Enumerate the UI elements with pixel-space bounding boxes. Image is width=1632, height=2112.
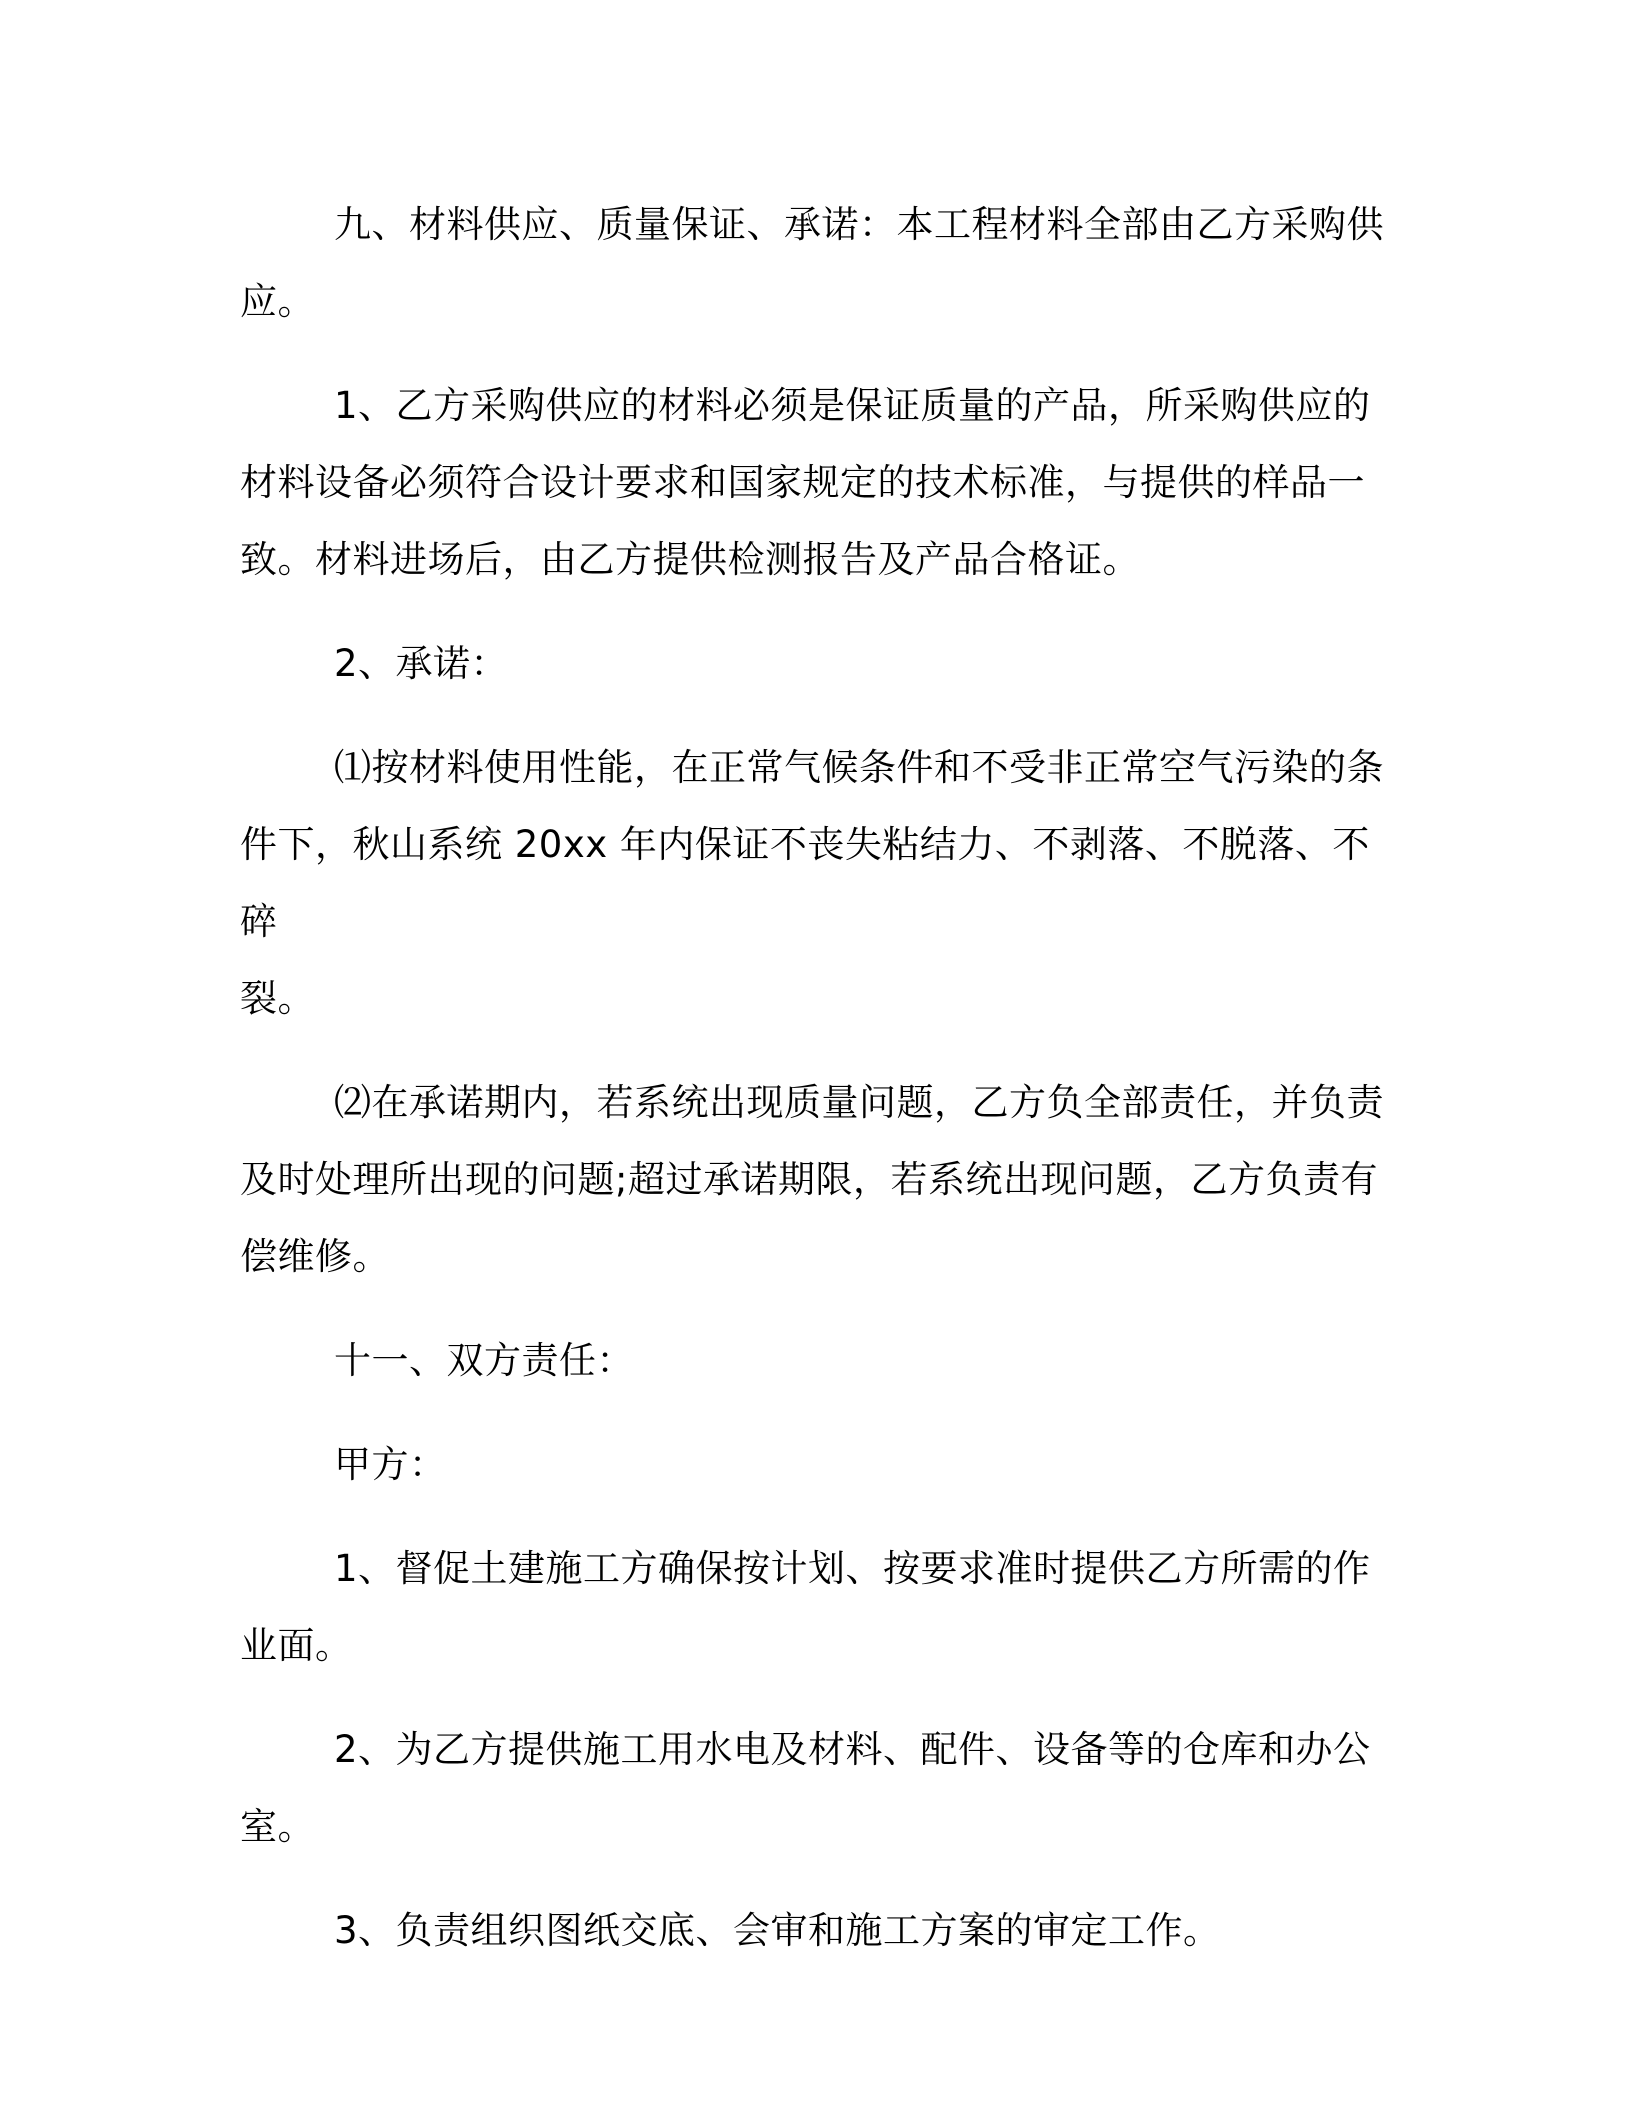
text-line: 十一、双方责任： (334, 1339, 634, 1382)
text-line: 裂。 (240, 977, 315, 1020)
text-line: 1、乙方采购供应的材料必须是保证质量的产品，所采购供应的 (334, 384, 1371, 427)
text-line: 件下，秋山系统 20xx 年内保证不丧失粘结力、不剥落、不脱落、不碎 (240, 823, 1370, 943)
text-line: ⑴按材料使用性能，在正常气候条件和不受非正常空气污染的条 (334, 746, 1384, 789)
text-line: 甲方： (334, 1443, 447, 1486)
party-a-item-1 (240, 1530, 1390, 1684)
text-line: 偿维修。 (240, 1235, 390, 1278)
text-line: 及时处理所出现的问题;超过承诺期限，若系统出现问题，乙方负责有 (240, 1158, 1378, 1201)
text-line: 1、督促土建施工方确保按计划、按要求准时提供乙方所需的作 (334, 1547, 1371, 1590)
party-a-item-2 (240, 1711, 1390, 1865)
paragraph-item-1-quality (240, 367, 1390, 598)
paragraph-item-2-promise (240, 625, 1390, 702)
paragraph-materials-supply (240, 186, 1390, 340)
text-line: 材料设备必须符合设计要求和国家规定的技术标准，与提供的样品一 (240, 461, 1365, 504)
text-line: 业面。 (240, 1624, 353, 1667)
text-line: 2、为乙方提供施工用水电及材料、配件、设备等的仓库和办公 (334, 1728, 1371, 1771)
text-line: 应。 (240, 280, 315, 323)
party-a-item-3 (240, 1892, 1390, 1969)
paragraph-promise-2 (240, 1064, 1390, 1295)
text-line: 2、承诺： (334, 642, 509, 685)
paragraph-promise-1 (240, 729, 1390, 1037)
text-line: 致。材料进场后，由乙方提供检测报告及产品合格证。 (240, 538, 1140, 581)
text-line: ⑵在承诺期内，若系统出现质量问题，乙方负全部责任，并负责 (334, 1081, 1384, 1124)
document-page (240, 186, 1390, 1996)
text-line: 室。 (240, 1805, 315, 1848)
text-line: 九、材料供应、质量保证、承诺：本工程材料全部由乙方采购供 (334, 203, 1384, 246)
party-a-heading (240, 1426, 1390, 1503)
text-line: 3、负责组织图纸交底、会审和施工方案的审定工作。 (334, 1909, 1221, 1952)
section-heading-responsibilities (240, 1322, 1390, 1399)
